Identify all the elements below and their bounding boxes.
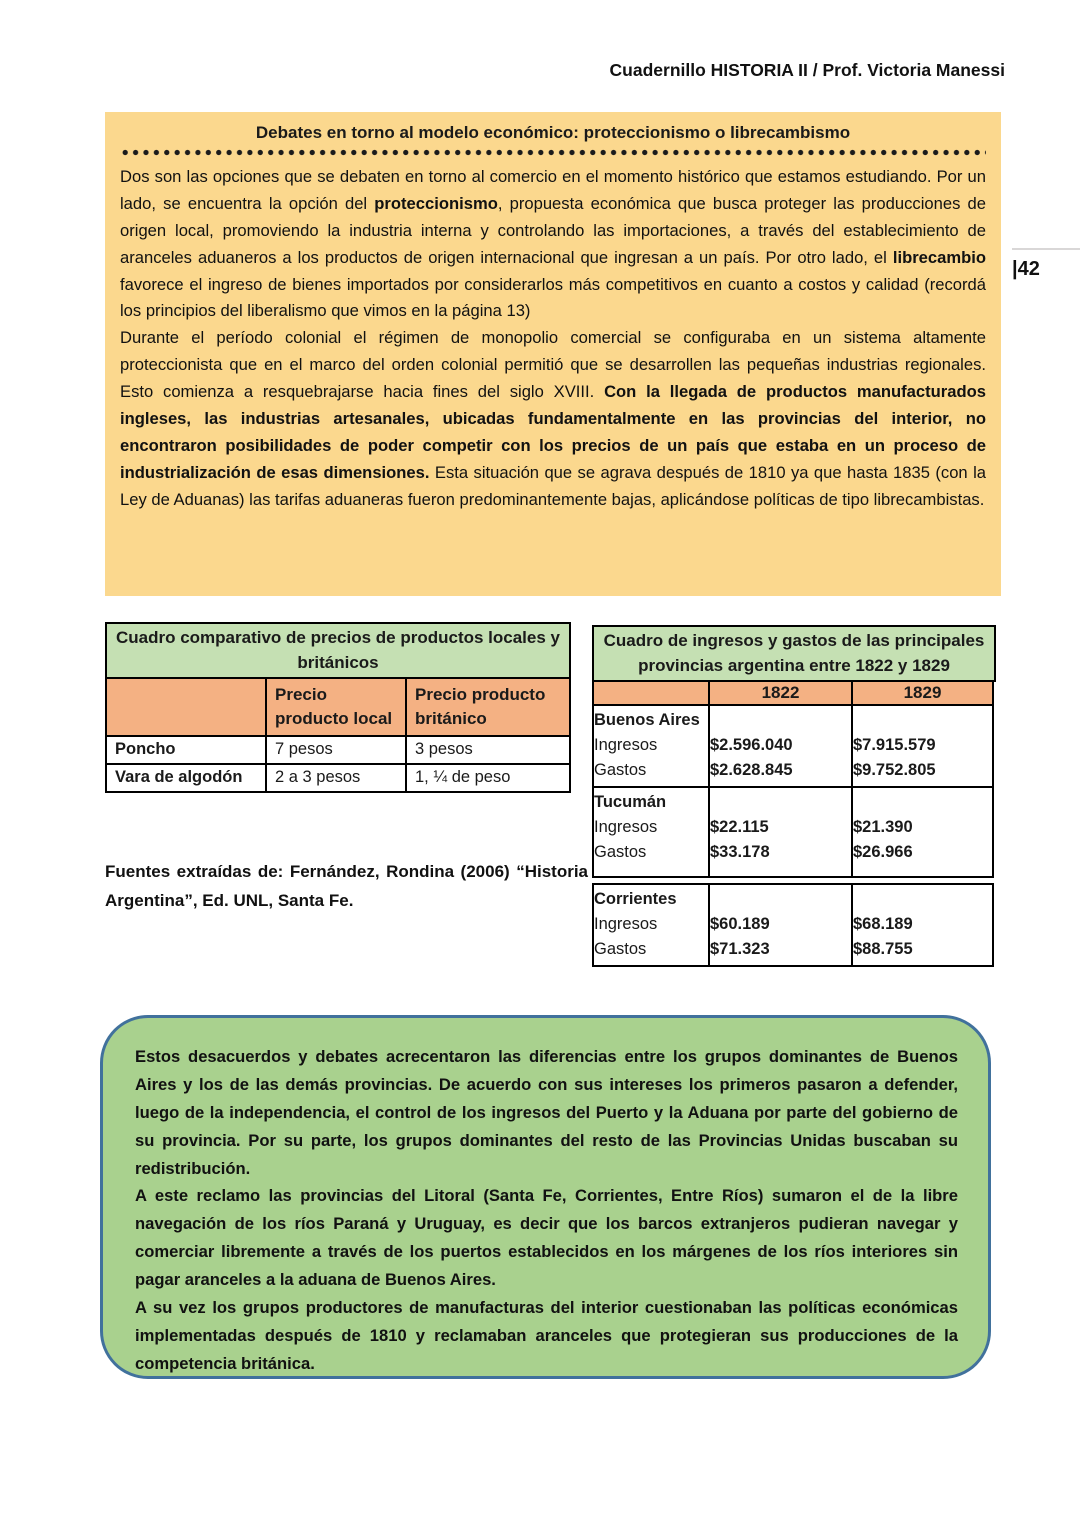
debate-p1-text-1: Dos son las opciones que se debaten en torno al comercio en el momento histórico que estamos estudiando. Por un lado, se encuentra la opción del xyxy=(120,167,986,213)
province-name: Tucumán xyxy=(594,793,667,812)
prices-header-empty-cell xyxy=(105,677,267,737)
province-section-tucuman xyxy=(592,786,996,878)
debate-p2-text-2: Esta situación que se agrava después de 1810 ya que hasta 1835 (con la Ley de Aduanas) las tarifas aduaneras fueron predominantemente bajas, aplicándose políticas de tipo librecambistas. xyxy=(120,462,986,509)
income-label: Ingresos xyxy=(594,818,658,837)
table-row xyxy=(105,735,571,765)
expenses-1829: $88.755 xyxy=(853,940,913,959)
debate-paragraph-1 xyxy=(120,164,986,325)
debate-p1-bold-1: proteccionismo xyxy=(374,193,498,213)
values-1822-cell xyxy=(708,883,853,967)
document-header: Cuadernillo HISTORIA II / Prof. Victoria Manessi xyxy=(609,60,1005,80)
expenses-1829: $26.966 xyxy=(853,843,913,862)
budget-header-empty-cell xyxy=(592,680,710,706)
year-header-1822: 1822 xyxy=(708,680,853,706)
debate-p1-text-2: , propuesta económica que busca proteger las producciones de origen local, promoviendo la industria interna y controlando las importaciones, a través del establecimiento de aranceles aduaneros a los productos de origen internacional que ingresan a un país. Por otro lado, el xyxy=(120,193,986,267)
british-price-cell: 1, ¼ de peso xyxy=(405,763,571,793)
table-row xyxy=(105,763,571,793)
summary-paragraph-1: Estos desacuerdos y debates acrecentaron las diferencias entre los grupos dominantes de Buenos Aires y los de las demás provincias. De acuerdo con sus intereses los primeros pasaron a defender, luego de la independencia, el control de los ingresos del Puerto y la Aduana por parte del gobierno de su provincia. Por su parte, los grupos dominantes del resto de las Provincias Unidas buscaban su redistribución. xyxy=(135,1047,958,1178)
expenses-label: Gastos xyxy=(594,761,647,780)
debate-p2-bold-1: Con la llegada de productos manufacturados ingleses, las industrias artesanales, ubicadas fundamentalmente en las provincias del interior, no encontraron posibilidades de poder competir con los precios de un país que estaba en un proceso de industrialización de esas dimensiones. xyxy=(120,382,986,482)
summary-paragraph-2: A este reclamo las provincias del Litoral (Santa Fe, Corrientes, Entre Ríos) sumaron el de la libre navegación de los ríos Paraná y Uruguay, es decir que los barcos extranjeros pudieran navegar y comerciar libremente a través de los puertos establecidos en los márgenes de los ríos interiores sin pagar aranceles a la aduana de Buenos Aires. xyxy=(135,1186,958,1289)
income-1822: $2.596.040 xyxy=(710,736,793,755)
income-label: Ingresos xyxy=(594,736,658,755)
values-1829-cell xyxy=(851,786,994,878)
income-1829: $7.915.579 xyxy=(853,736,936,755)
prices-table-header-row xyxy=(105,677,571,737)
british-price-cell: 3 pesos xyxy=(405,735,571,765)
expenses-label: Gastos xyxy=(594,940,647,959)
income-1822: $22.115 xyxy=(710,818,769,837)
debate-box-title: Debates en torno al modelo económico: proteccionismo o librecambismo xyxy=(255,123,851,142)
page-number-block xyxy=(1012,248,1080,281)
expenses-1822: $71.323 xyxy=(710,940,770,959)
province-name: Corrientes xyxy=(594,890,677,909)
spacer-line xyxy=(710,887,851,912)
values-1822-cell xyxy=(708,786,853,878)
year-header-1829: 1829 xyxy=(851,680,994,706)
page-number: |42 xyxy=(1012,258,1040,280)
debate-paragraph-2 xyxy=(120,325,986,513)
spacer-line xyxy=(853,790,992,815)
prices-header-british: Precio producto británico xyxy=(405,677,571,737)
income-label: Ingresos xyxy=(594,915,658,934)
prices-table-title: Cuadro comparativo de precios de productos locales y británicos xyxy=(105,622,571,679)
expenses-1829: $9.752.805 xyxy=(853,761,936,780)
values-1822-cell xyxy=(708,704,853,788)
values-1829-cell xyxy=(851,704,994,788)
province-label-cell xyxy=(592,786,710,878)
product-name-cell: Poncho xyxy=(105,735,267,765)
debate-p1-bold-2: librecambio xyxy=(892,247,986,267)
spacer-line xyxy=(710,790,851,815)
prices-comparison-table xyxy=(105,622,571,793)
dotted-divider xyxy=(120,148,986,157)
budget-table-title: Cuadro de ingresos y gastos de las principales provincias argentina entre 1822 y 1829 xyxy=(592,625,996,682)
spacer-line xyxy=(710,708,851,733)
expenses-label: Gastos xyxy=(594,843,647,862)
expenses-1822: $2.628.845 xyxy=(710,761,793,780)
budget-year-header-row xyxy=(592,680,996,706)
prices-header-local: Precio producto local xyxy=(265,677,407,737)
debate-p1-text-3: favorece el ingreso de bienes importados por considerarlos más competitivos en cuanto a costos y calidad (recordá los principios del liberalismo que vimos en la página 13) xyxy=(120,274,986,321)
budget-table xyxy=(592,625,996,967)
local-price-cell: 2 a 3 pesos xyxy=(265,763,407,793)
expenses-1822: $33.178 xyxy=(710,843,770,862)
income-1829: $68.189 xyxy=(853,915,913,934)
debate-p2-text-1: Durante el período colonial el régimen de monopolio comercial se configuraba en un sistema altamente proteccionista que en el marco del orden colonial permitió que se desarrollen las pequeñas industrias regionales. Esto comienza a resquebrajarse hacia fines del siglo XVIII. xyxy=(120,328,986,401)
local-price-cell: 7 pesos xyxy=(265,735,407,765)
product-name-cell: Vara de algodón xyxy=(105,763,267,793)
debate-text-box xyxy=(105,112,1001,596)
province-label-cell xyxy=(592,883,710,967)
summary-rounded-box xyxy=(100,1015,991,1379)
province-section-buenos-aires xyxy=(592,704,996,788)
income-1822: $60.189 xyxy=(710,915,770,934)
income-1829: $21.390 xyxy=(853,818,913,837)
sources-citation: Fuentes extraídas de: Fernández, Rondina (2006) “Historia Argentina”, Ed. UNL, Santa Fe. xyxy=(105,862,588,911)
spacer-line xyxy=(853,708,992,733)
province-name: Buenos Aires xyxy=(594,711,700,730)
values-1829-cell xyxy=(851,883,994,967)
province-label-cell xyxy=(592,704,710,788)
spacer-line xyxy=(853,887,992,912)
province-section-corrientes xyxy=(592,883,996,967)
summary-paragraph-3: A su vez los grupos productores de manufacturas del interior cuestionaban las políticas económicas implementadas después de 1810 y reclamaban aranceles que protegieran sus producciones de la competencia británica. xyxy=(135,1297,958,1373)
